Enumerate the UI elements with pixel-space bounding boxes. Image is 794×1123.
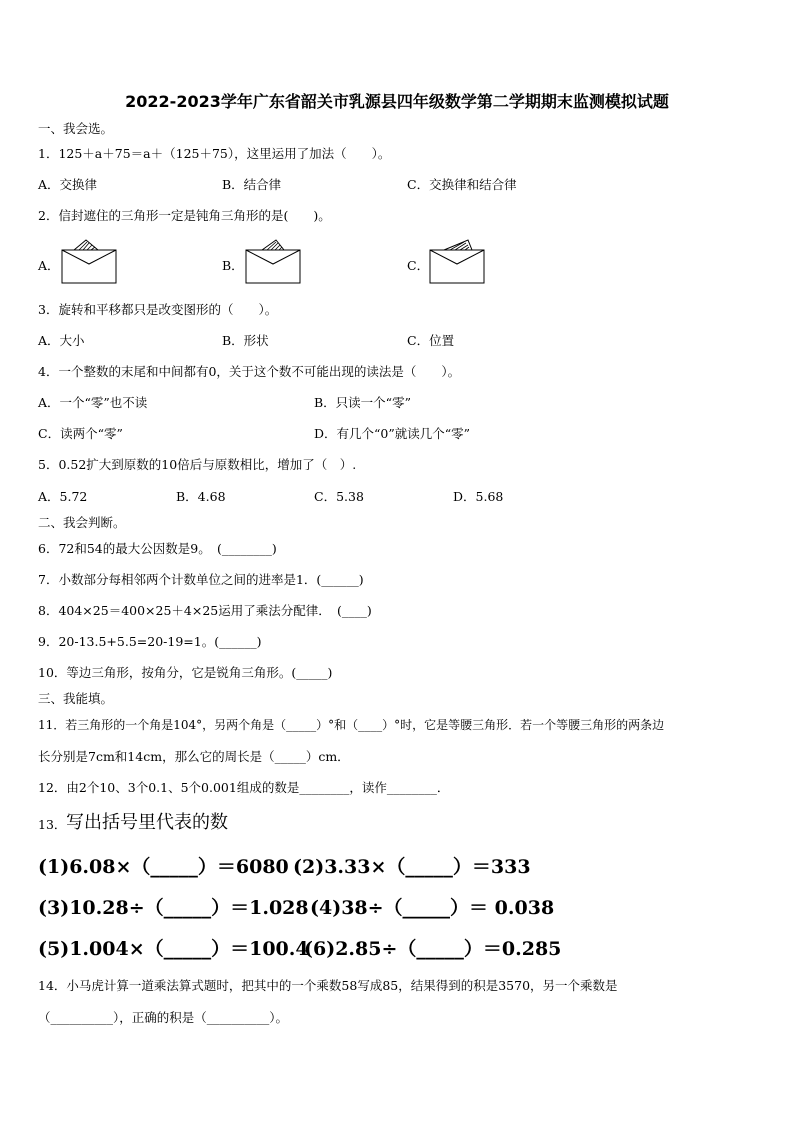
q1-option-c[interactable]: C．交换律和结合律 bbox=[407, 177, 517, 192]
page-title: 2022-2023学年广东省韶关市乳源县四年级数学第二学期期末监测模拟试题 bbox=[125, 92, 669, 111]
q13-part-5: (5)1.004×（_____）＝100.4 bbox=[38, 938, 309, 960]
q4-option-d[interactable]: D．有几个“0”就读几个“零” bbox=[314, 426, 471, 441]
question-7: 7．小数部分每相邻两个计数单位之间的进率是1．(______) bbox=[38, 572, 364, 587]
q4-option-a[interactable]: A．一个“零”也不读 bbox=[38, 395, 148, 410]
question-12: 12．由2个10、3个0.1、5个0.001组成的数是________，读作________． bbox=[38, 780, 450, 795]
q3-option-c[interactable]: C．位置 bbox=[407, 333, 455, 348]
q5-option-d[interactable]: D．5.68 bbox=[453, 489, 504, 504]
q5-option-a[interactable]: A．5.72 bbox=[38, 489, 88, 504]
section-2-heading: 二、我会判断。 bbox=[38, 515, 126, 530]
section-1-heading: 一、我会选。 bbox=[38, 121, 114, 136]
question-11-line-2: 长分别是7cm和14cm，那么它的周长是（_____）cm． bbox=[38, 749, 350, 764]
question-3: 3．旋转和平移都只是改变图形的（ ）。 bbox=[38, 302, 278, 317]
question-2: 2．信封遮住的三角形一定是钝角三角形的是( )。 bbox=[38, 208, 331, 223]
envelope-c-icon bbox=[428, 239, 486, 285]
question-6: 6．72和54的最大公因数是9。 (________) bbox=[38, 541, 277, 556]
question-10: 10．等边三角形，按角分，它是锐角三角形。(_____) bbox=[38, 665, 333, 680]
q5-option-c[interactable]: C．5.38 bbox=[314, 489, 364, 504]
q13-part-6: (6)2.85÷（_____）＝0.285 bbox=[304, 938, 562, 960]
section-3-heading: 三、我能填。 bbox=[38, 691, 114, 706]
question-9: 9．20-13.5+5.5=20-19=1。(______) bbox=[38, 634, 262, 649]
envelope-a-icon bbox=[60, 239, 118, 285]
q1-option-b[interactable]: B．结合律 bbox=[222, 177, 282, 192]
q13-part-3: (3)10.28÷（_____）＝1.028 bbox=[38, 897, 309, 919]
q2-option-b[interactable]: B． bbox=[222, 258, 244, 273]
question-14-line-2: （__________），正确的积是（__________）。 bbox=[38, 1010, 289, 1025]
q13-part-2: (2)3.33×（_____）＝333 bbox=[293, 856, 531, 878]
question-1: 1．125＋a＋75＝a＋（125＋75），这里运用了加法（ ）。 bbox=[38, 146, 391, 161]
question-4: 4．一个整数的末尾和中间都有0，关于这个数不可能出现的读法是（ ）。 bbox=[38, 364, 461, 379]
question-13-heading: 写出括号里代表的数 bbox=[66, 812, 228, 833]
question-8: 8．404×25＝400×25＋4×25运用了乘法分配律． (____) bbox=[38, 603, 372, 618]
q13-part-1: (1)6.08×（_____）＝6080 bbox=[38, 856, 289, 878]
q3-option-a[interactable]: A．大小 bbox=[38, 333, 85, 348]
q1-option-a[interactable]: A．交换律 bbox=[38, 177, 98, 192]
question-13-number: 13． bbox=[38, 817, 67, 832]
q5-option-b[interactable]: B．4.68 bbox=[176, 489, 226, 504]
question-11-line-1: 11．若三角形的一个角是104°，另两个角是（_____）°和（____）°时，它是等腰三角形．若一个等腰三角形的两条边 bbox=[38, 718, 665, 732]
q2-option-c[interactable]: C． bbox=[407, 258, 430, 273]
q3-option-b[interactable]: B．形状 bbox=[222, 333, 269, 348]
question-14-line-1: 14．小马虎计算一道乘法算式题时，把其中的一个乘数58写成85，结果得到的积是3570，另一个乘数是 bbox=[38, 978, 618, 993]
q4-option-c[interactable]: C．读两个“零” bbox=[38, 426, 123, 441]
q4-option-b[interactable]: B．只读一个“零” bbox=[314, 395, 411, 410]
envelope-b-icon bbox=[244, 239, 302, 285]
q2-option-a[interactable]: A． bbox=[38, 258, 60, 273]
q13-part-4: (4)38÷（_____）＝ 0.038 bbox=[310, 897, 555, 919]
question-5: 5．0.52扩大到原数的10倍后与原数相比，增加了（ ）. bbox=[38, 457, 357, 472]
